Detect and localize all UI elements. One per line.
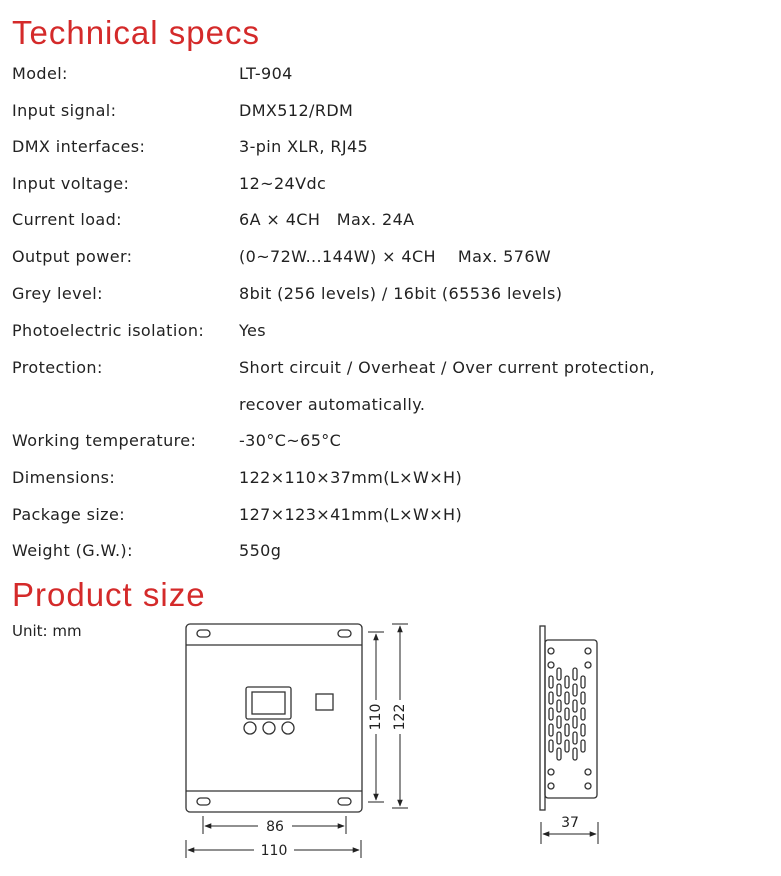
- unit-label: Unit: mm: [12, 622, 82, 640]
- spec-value: Short circuit / Overheat / Over current protection,: [239, 358, 656, 377]
- spec-label: Input signal:: [12, 101, 117, 120]
- screw-hole-icon: [548, 662, 554, 668]
- spec-value: LT-904: [239, 64, 293, 83]
- mount-slot-icon: [197, 630, 210, 637]
- technical-specs-title: Technical specs: [12, 14, 260, 51]
- spec-label: Current load:: [12, 210, 122, 229]
- screw-hole-icon: [585, 783, 591, 789]
- dimension-inner-height: 110: [368, 703, 384, 731]
- spec-value: 550g: [239, 541, 282, 560]
- vent-slot-icon: [565, 708, 569, 720]
- spec-label: DMX interfaces:: [12, 137, 146, 156]
- side-view-flange: [540, 626, 545, 810]
- dimension-depth: 37: [561, 815, 579, 831]
- spec-value: DMX512/RDM: [239, 101, 354, 120]
- spec-label: Dimensions:: [12, 468, 116, 487]
- vent-slot-icon: [549, 676, 553, 688]
- front-view-outline: [186, 624, 362, 812]
- button-icon: [244, 722, 256, 734]
- dimension-inner-width: 86: [266, 819, 284, 835]
- button-icon: [263, 722, 275, 734]
- spec-label: Output power:: [12, 247, 133, 266]
- spec-value: recover automatically.: [239, 395, 426, 414]
- vent-slot-icon: [573, 716, 577, 728]
- spec-label: Protection:: [12, 358, 103, 377]
- mount-slot-icon: [338, 630, 351, 637]
- vent-slot-icon: [573, 700, 577, 712]
- spec-label: Working temperature:: [12, 431, 197, 450]
- spec-label: Weight (G.W.):: [12, 541, 133, 560]
- vent-slot-icon: [549, 740, 553, 752]
- spec-value: 122×110×37mm(L×W×H): [239, 468, 463, 487]
- screw-hole-icon: [548, 769, 554, 775]
- spec-value: 6A × 4CH Max. 24A: [239, 210, 415, 229]
- vent-slot-icon: [549, 708, 553, 720]
- vent-slot-icon: [557, 716, 561, 728]
- vent-slot-icon: [573, 684, 577, 696]
- rj45-port-icon: [316, 694, 333, 710]
- spec-value: 127×123×41mm(L×W×H): [239, 505, 463, 524]
- spec-label: Model:: [12, 64, 68, 83]
- vent-slot-icon: [573, 748, 577, 760]
- vent-slot-icon: [565, 692, 569, 704]
- mount-slot-icon: [197, 798, 210, 805]
- vent-slot-icon: [581, 708, 585, 720]
- spec-value: (0~72W...144W) × 4CH Max. 576W: [239, 247, 552, 266]
- vent-slot-icon: [565, 724, 569, 736]
- vent-slot-icon: [557, 748, 561, 760]
- vent-slot-icon: [549, 724, 553, 736]
- spec-value: 3-pin XLR, RJ45: [239, 137, 369, 156]
- spec-label: Input voltage:: [12, 174, 130, 193]
- vent-slot-icon: [549, 692, 553, 704]
- dimension-outer-height: 122: [392, 703, 408, 731]
- mount-slot-icon: [338, 798, 351, 805]
- vent-slot-icon: [581, 724, 585, 736]
- spec-label: Grey level:: [12, 284, 103, 303]
- button-icon: [282, 722, 294, 734]
- front-view: [186, 624, 362, 812]
- vent-slot-icon: [581, 740, 585, 752]
- vent-slot-icon: [557, 732, 561, 744]
- vent-slot-icon: [581, 676, 585, 688]
- screw-hole-icon: [585, 769, 591, 775]
- spec-label: Photoelectric isolation:: [12, 321, 205, 340]
- spec-label: Package size:: [12, 505, 126, 524]
- vent-slot-icon: [573, 668, 577, 680]
- vent-slot-icon: [565, 676, 569, 688]
- dimension-outer-width: 110: [260, 843, 288, 859]
- spec-value: 8bit (256 levels) / 16bit (65536 levels): [239, 284, 563, 303]
- vent-slot-icon: [557, 668, 561, 680]
- vent-slot-icon: [565, 740, 569, 752]
- vent-slot-icon: [557, 700, 561, 712]
- screw-hole-icon: [548, 648, 554, 654]
- vent-slot-icon: [557, 684, 561, 696]
- spec-value: Yes: [239, 321, 267, 340]
- side-view: [540, 626, 597, 810]
- display-screen-inner: [252, 692, 285, 714]
- vent-slot-icon: [573, 732, 577, 744]
- spec-value: -30°C~65°C: [239, 431, 342, 450]
- screw-hole-icon: [585, 648, 591, 654]
- screw-hole-icon: [585, 662, 591, 668]
- screw-hole-icon: [548, 783, 554, 789]
- product-size-title: Product size: [12, 576, 206, 613]
- spec-value: 12~24Vdc: [239, 174, 327, 193]
- vent-slot-icon: [581, 692, 585, 704]
